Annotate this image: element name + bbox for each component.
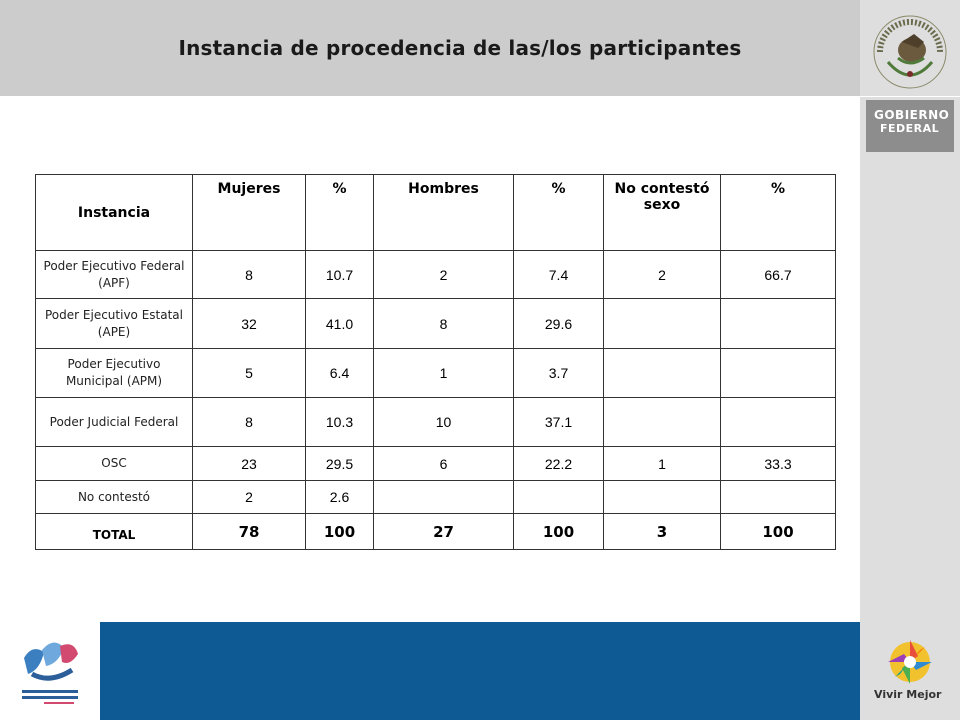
side-divider (860, 96, 960, 97)
row-label: Poder Ejecutivo Municipal (APM) (36, 349, 193, 398)
cell-hombres: 6 (374, 447, 514, 481)
cell-pct-mujeres: 2.6 (306, 481, 374, 514)
cell-no-contesto (604, 349, 721, 398)
total-pct-mujeres: 100 (306, 514, 374, 550)
cell-pct-hombres: 22.2 (514, 447, 604, 481)
table-row (36, 447, 836, 481)
row-label: Poder Ejecutivo Estatal (APE) (36, 299, 193, 349)
bottom-bar (100, 622, 860, 720)
cell-mujeres: 8 (193, 398, 306, 447)
cell-pct-hombres: 7.4 (514, 251, 604, 299)
inmujeres-logo (14, 630, 86, 710)
cell-pct-no-contesto (721, 299, 836, 349)
cell-hombres: 1 (374, 349, 514, 398)
total-pct-no-contesto: 100 (721, 514, 836, 550)
total-no-contesto: 3 (604, 514, 721, 550)
row-label: Poder Ejecutivo Federal (APF) (36, 251, 193, 299)
row-label: OSC (36, 447, 193, 481)
total-pct-hombres: 100 (514, 514, 604, 550)
cell-mujeres: 5 (193, 349, 306, 398)
cell-pct-no-contesto (721, 481, 836, 514)
total-hombres: 27 (374, 514, 514, 550)
vivir-mejor-logo (872, 632, 950, 716)
header-no-contesto-sexo: No contestó sexo (604, 175, 721, 251)
cell-pct-no-contesto: 33.3 (721, 447, 836, 481)
page-title: Instancia de procedencia de las/los participantes (178, 36, 742, 60)
mexican-seal-logo (866, 8, 954, 92)
cell-pct-mujeres: 10.3 (306, 398, 374, 447)
cell-pct-mujeres: 41.0 (306, 299, 374, 349)
table-row (36, 251, 836, 299)
cell-no-contesto (604, 299, 721, 349)
cell-pct-mujeres: 10.7 (306, 251, 374, 299)
cell-pct-no-contesto (721, 398, 836, 447)
cell-mujeres: 8 (193, 251, 306, 299)
cell-mujeres: 2 (193, 481, 306, 514)
total-label: TOTAL (36, 514, 193, 550)
table-row (36, 299, 836, 349)
table-row (36, 398, 836, 447)
cell-no-contesto: 2 (604, 251, 721, 299)
total-mujeres: 78 (193, 514, 306, 550)
header-pct-mujeres: % (306, 175, 374, 251)
table-header-row (36, 175, 836, 251)
cell-no-contesto: 1 (604, 447, 721, 481)
federal-label: FEDERAL (880, 122, 940, 135)
table-total-row (36, 514, 836, 550)
cell-pct-no-contesto: 66.7 (721, 251, 836, 299)
cell-mujeres: 23 (193, 447, 306, 481)
gobierno-label: GOBIERNO (874, 108, 950, 122)
vivir-mejor-label: Vivir Mejor (874, 688, 942, 701)
cell-pct-hombres: 29.6 (514, 299, 604, 349)
cell-pct-hombres (514, 481, 604, 514)
header-pct-no-contesto: % (721, 175, 836, 251)
cell-pct-hombres: 37.1 (514, 398, 604, 447)
row-label: No contestó (36, 481, 193, 514)
cell-pct-mujeres: 6.4 (306, 349, 374, 398)
cell-no-contesto (604, 481, 721, 514)
header-instancia: Instancia (36, 175, 193, 251)
table-row (36, 349, 836, 398)
cell-pct-hombres: 3.7 (514, 349, 604, 398)
cell-hombres: 8 (374, 299, 514, 349)
participants-table (35, 174, 836, 550)
header-pct-hombres: % (514, 175, 604, 251)
cell-pct-no-contesto (721, 349, 836, 398)
header-mujeres: Mujeres (193, 175, 306, 251)
cell-hombres (374, 481, 514, 514)
table-row (36, 481, 836, 514)
cell-mujeres: 32 (193, 299, 306, 349)
cell-hombres: 2 (374, 251, 514, 299)
cell-pct-mujeres: 29.5 (306, 447, 374, 481)
header-hombres: Hombres (374, 175, 514, 251)
row-label: Poder Judicial Federal (36, 398, 193, 447)
cell-no-contesto (604, 398, 721, 447)
cell-hombres: 10 (374, 398, 514, 447)
